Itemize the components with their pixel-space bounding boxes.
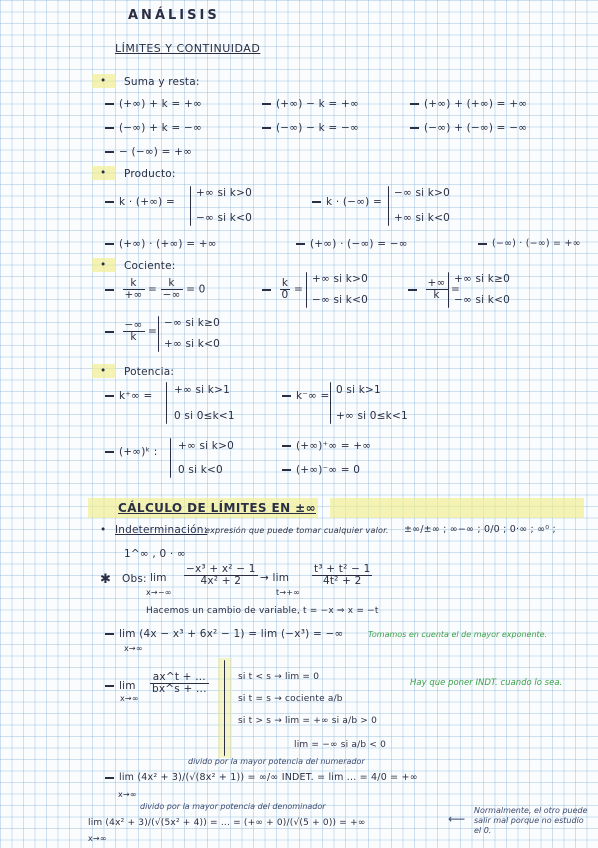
obs-fraction: $\frac{\text{−x³ + x² − 1}}{\text{4x² + 2}}$ <box>186 563 256 587</box>
ex1-line: lim (4x − x³ + 6x² − 1) = lim (−x³) = −∞ <box>105 628 343 640</box>
bullet-icon: • <box>100 75 107 87</box>
bullet-icon: • <box>100 167 107 179</box>
ex2-case-4: lim = −∞ si a/b < 0 <box>294 740 387 750</box>
ex4-sub: x→∞ <box>88 834 107 843</box>
obs-label: Obs: <box>122 573 147 585</box>
ex2-note: Hay que poner INDT. cuando lo sea. <box>410 678 563 688</box>
page-title: ANÁLISIS <box>128 8 220 23</box>
brace-highlight <box>218 658 232 758</box>
obs-sub-2: t→+∞ <box>276 588 301 597</box>
arrow-left-icon: ⟵ <box>448 812 466 826</box>
cociente-f2-case-2: −∞ si k<0 <box>312 294 368 306</box>
ex3-note: divido por la mayor potencia del numerador <box>188 757 365 766</box>
obs-sub: x→−∞ <box>146 588 172 597</box>
producto-right-case-1: −∞ si k>0 <box>394 187 450 199</box>
producto-right-lhs: k · (−∞) = <box>312 196 382 208</box>
potencia-p4-line-2: (+∞)⁻∞ = 0 <box>282 464 360 476</box>
cociente-fraction-4: $\frac{-\infty}{k}$ = <box>105 320 157 343</box>
cociente-f3-case-2: −∞ si k<0 <box>454 294 510 306</box>
bullet-icon: • <box>100 524 107 536</box>
ex3-sub: x→∞ <box>118 790 137 799</box>
suma-row-3: − (−∞) = +∞ <box>105 146 192 158</box>
star-icon: ✱ <box>100 572 112 587</box>
producto-left-lhs: k · (+∞) = <box>105 196 175 208</box>
indet-forms: ±∞/±∞ ; ∞−∞ ; 0/0 ; 0·∞ ; ∞⁰ ; <box>404 524 556 535</box>
brace <box>388 186 389 226</box>
section-highlight <box>330 498 584 518</box>
producto-left-case-2: −∞ si k<0 <box>196 212 252 224</box>
producto-left-case-1: +∞ si k>0 <box>196 187 252 199</box>
page-subtitle: LÍMITES Y CONTINUIDAD <box>115 42 261 55</box>
ex4-note: divido por la mayor potencia del denominador <box>140 802 326 811</box>
producto-row-col-1: (+∞) · (+∞) = +∞ <box>105 238 217 250</box>
suma-row-2-col-3: (−∞) + (−∞) = −∞ <box>410 122 527 134</box>
indet-forms-2: 1^∞ , 0 · ∞ <box>124 548 186 560</box>
cociente-f4-case-2: +∞ si k<0 <box>164 338 220 350</box>
indet-label: Indeterminación: <box>115 524 208 536</box>
obs-arrow: → lim <box>260 572 290 584</box>
potencia-p3-case-1: +∞ si k>0 <box>178 440 234 452</box>
ex3-line: lim (4x² + 3)/(√(8x² + 1)) = ∞/∞ INDET. = lim ... = 4/0 = +∞ <box>105 772 418 783</box>
ex1-note: Tomamos en cuenta el de mayor exponente. <box>368 630 548 639</box>
potencia-p3-lhs: (+∞)ᵏ : <box>105 446 157 458</box>
potencia-p2-case-1: 0 si k>1 <box>336 384 381 396</box>
potencia-p3-case-2: 0 si k<0 <box>178 464 223 476</box>
suma-row-1-col-1: (+∞) + k = +∞ <box>105 98 202 110</box>
ex4-line: lim (4x² + 3)/(√(5x² + 4)) = ... = (+∞ + 0)/(√(5 + 0)) = +∞ <box>88 818 366 828</box>
ex2-case-3: si t > s → lim = +∞ si a/b > 0 <box>238 716 378 726</box>
bullet-icon: • <box>100 365 107 377</box>
ex2-case-2: si t = s → cociente a/b <box>238 694 343 704</box>
cociente-f2-case-1: +∞ si k>0 <box>312 273 368 285</box>
obs-lim: lim <box>150 572 167 584</box>
ex2-fraction: $\frac{ax\^{}t + ...}{bx\^{}s + ...}$ <box>152 671 207 695</box>
cociente-fraction-1: $\frac{k}{+\infty}$ = $\frac{k}{-\infty}$ = 0 <box>105 278 206 301</box>
indet-text: expresión que puede tomar cualquier valor. <box>205 526 389 535</box>
ex1-sub: x→∞ <box>124 644 143 653</box>
cociente-fraction-2: $\frac{k}{0}$ = <box>262 278 303 301</box>
potencia-p1-case-1: +∞ si k>1 <box>174 384 230 396</box>
cociente-f4-case-1: −∞ si k≥0 <box>164 317 220 329</box>
ex2-case-1: si t < s → lim = 0 <box>238 672 320 682</box>
cambio-variable: Hacemos un cambio de variable, t = −x ⇒ x = −t <box>146 606 379 616</box>
ex2-sub: x→∞ <box>120 694 139 703</box>
potencia-p1-case-2: 0 si 0≤k<1 <box>174 410 235 422</box>
brace <box>190 186 191 226</box>
producto-right-case-2: +∞ si k<0 <box>394 212 450 224</box>
brace <box>224 660 225 756</box>
cociente-heading: Cociente: <box>124 260 176 272</box>
brace <box>158 316 159 352</box>
brace <box>448 272 449 308</box>
potencia-p2-case-2: +∞ si 0≤k<1 <box>336 410 408 422</box>
cociente-fraction-3: $\frac{+\infty}{k}$ = <box>408 278 460 301</box>
cociente-f3-case-1: +∞ si k≥0 <box>454 273 510 285</box>
suma-row-1-col-2: (+∞) − k = +∞ <box>262 98 359 110</box>
suma-row-1-col-3: (+∞) + (+∞) = +∞ <box>410 98 527 110</box>
brace <box>166 382 167 424</box>
brace <box>170 438 171 478</box>
producto-heading: Producto: <box>124 168 176 180</box>
potencia-p4-line-1: (+∞)⁺∞ = +∞ <box>282 440 371 452</box>
potencia-heading: Potencia: <box>124 366 175 378</box>
brace <box>330 382 331 424</box>
producto-row-col-2: (+∞) · (−∞) = −∞ <box>296 238 408 250</box>
ex4-side-note: Normalmente, el otro puede salir mal porque no estudio el 0. <box>474 806 588 835</box>
brace <box>306 272 307 308</box>
potencia-p1-lhs: k⁺∞ = <box>105 390 153 402</box>
bullet-icon: • <box>100 259 107 271</box>
suma-row-2-col-1: (−∞) + k = −∞ <box>105 122 202 134</box>
calculo-heading: CÁLCULO DE LÍMITES EN ±∞ <box>118 501 317 515</box>
obs-fraction-2: $\frac{\text{t³ + t² − 1}}{\text{4t² + 2}}$ <box>314 563 371 587</box>
suma-row-2-col-2: (−∞) − k = −∞ <box>262 122 359 134</box>
potencia-p2-lhs: k⁻∞ = <box>282 390 330 402</box>
ex2-lim: lim <box>105 680 136 692</box>
producto-row-col-3: (−∞) · (−∞) = +∞ <box>478 238 581 249</box>
suma-heading: Suma y resta: <box>124 76 200 88</box>
